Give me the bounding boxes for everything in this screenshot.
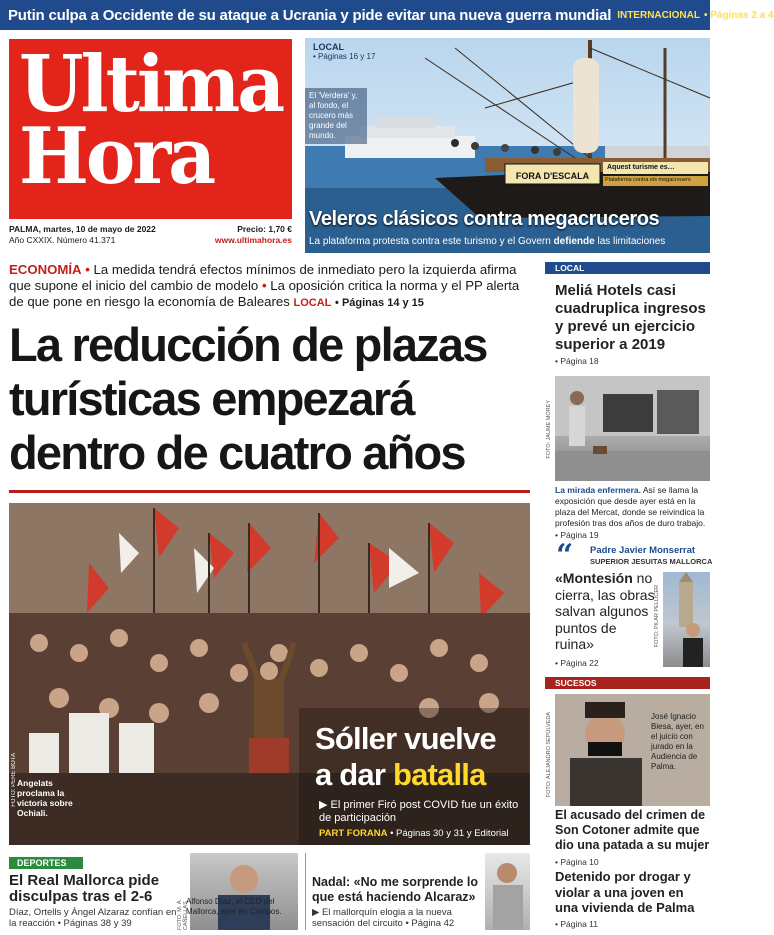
banner-headline: Putin culpa a Occidente de su ataque a Ucrania y pide evitar una nueva guerra mundial (8, 6, 612, 24)
mirada-pages: • Página 19 (555, 530, 599, 540)
nadal-headline[interactable]: Nadal: «No me sorprende lo que está haciendo Alcaraz» (312, 875, 479, 904)
boat-sign-secondary: Aquest turisme es… (607, 164, 675, 171)
newspaper-logo (9, 39, 292, 219)
biesa-photo-credit: FOTO: ALEJANDRO SEPÚLVEDA (546, 712, 552, 798)
mirada-text: Así se llama la exposición que desde ayer está en la plaza del Mercat, donde se reivindica la profesión tras dos años de duro trabajo. (555, 485, 706, 528)
soller-pages: • Páginas 30 y 31 y Editorial (390, 828, 509, 839)
nadal-subtitle (312, 907, 482, 929)
issue-price: Precio: 1,70 € (237, 224, 292, 234)
sail-pages: • Páginas 16 y 17 (313, 52, 376, 61)
exhibition-illustration (555, 376, 710, 481)
issue-date: PALMA, martes, 10 de mayo de 2022 (9, 224, 156, 234)
main-headline[interactable]: La reducción de plazas turísticas empezará dentro de cuatro años (9, 318, 487, 479)
monserrat-photo-credit: FOTO: PILAR PELLICER (654, 585, 660, 648)
bullet-dot-icon: • (261, 278, 267, 293)
banner-pages: • Páginas 2 a 4 (703, 9, 774, 21)
website-link[interactable]: www.ultimahora.es (214, 235, 292, 245)
sail-photo-caption: El 'Verdera' y, al fondo, el crucero más grande del mundo. (305, 88, 367, 144)
soller-photo-caption: Angelats proclama la victoria sobre Ochiali. (17, 778, 73, 818)
headline-divider (9, 490, 530, 493)
soller-description (319, 799, 524, 825)
economy-text-1: La medida tendrá efectos mínimos de inmediato pero la izquierda afirma que supone el inicio del cambio de modelo (9, 262, 517, 293)
exhibition-photo (555, 376, 710, 481)
banner-section: INTERNACIONAL (617, 9, 700, 21)
sports-photo-caption: Alfonso Díaz, el CEO del Mallorca, ayer en Campos. (186, 897, 282, 916)
quote-mark-icon: “ (556, 538, 574, 573)
sucesos-pages: • Página 10 (555, 857, 599, 867)
quote-body: no cierra, las obras salvan algunos puntos de ruina» (555, 570, 655, 652)
column-divider (305, 853, 306, 930)
economy-text-2: La oposición critica la norma y el PP alerta de que pone en riesgo la economía de Baleares (9, 278, 520, 309)
quote-text[interactable] (555, 570, 655, 653)
play-triangle-icon: ▶ (312, 907, 322, 918)
mirada-bold: La mirada enfermera. (555, 485, 641, 495)
melia-headline[interactable]: Meliá Hotels casi cuadruplica ingresos y prevé un ejercicio superior a 2019 (555, 282, 706, 353)
sail-tag: LOCAL (313, 42, 344, 52)
detenido-pages: • Página 11 (555, 919, 598, 929)
soller-title-line2: a dar (315, 757, 386, 792)
soller-description-text: El primer Firó post COVID fue un éxito de participación (319, 799, 519, 824)
soller-section (319, 828, 509, 839)
nadal-photo (485, 853, 530, 930)
sail-sub-text1: La plataforma protesta contra este turismo y el Govern (309, 236, 551, 247)
detenido-headline[interactable]: Detenido por drogar y violar a una joven en una vivienda de Palma (555, 869, 695, 915)
sucesos-headline[interactable]: El acusado del crimen de Son Cotoner admite que dio una patada a su mujer (555, 808, 710, 852)
boat-sign-tertiary: Plataforma contra els megacreuers (605, 177, 691, 183)
soller-photo-credit: FOTO: PERE BOTA (11, 753, 17, 807)
soller-title-highlight: batalla (392, 757, 486, 792)
sports-headline[interactable]: El Real Mallorca pide disculpas tras el 2-6 (9, 872, 160, 905)
issue-info (9, 224, 292, 246)
sail-sub-bold: defiende (553, 236, 595, 247)
economy-kicker: ECONOMÍA (9, 262, 82, 277)
quote-author: Padre Javier Monserrat (590, 545, 696, 556)
soller-section-name: PART FORANA (319, 828, 388, 839)
nadal-subtitle-text: El mallorquín elogia a la nueva sensación del circuito • Página 42 (312, 907, 455, 929)
sail-subheadline (309, 236, 665, 247)
soller-story[interactable] (9, 503, 530, 845)
crowd-illustration (9, 503, 530, 845)
sailboat-story[interactable] (297, 38, 710, 253)
biesa-caption: José Ignacio Biesa, ayer, en el juicio con jurado en la Audiencia de Palma. (651, 712, 704, 771)
church-tower-illustration (663, 572, 710, 667)
economy-pages: • Páginas 14 y 15 (335, 297, 424, 309)
sail-photo-credit: FOTO: JAVI GARCÍA/UH (297, 158, 303, 220)
quote-bold: «Montesión (555, 570, 633, 586)
play-triangle-icon: ▶ (319, 799, 331, 811)
sail-sub-text2: las limitaciones (597, 236, 666, 247)
sports-subtitle: Díaz, Ortells y Ángel Alzaraz confían en la reacción • Páginas 38 y 39 (9, 907, 177, 929)
sail-headline[interactable]: Veleros clásicos contra megacruceros (309, 208, 660, 230)
local-band: LOCAL (545, 262, 710, 274)
right-column (545, 262, 710, 274)
soller-title-line1: Sóller vuelve (315, 721, 496, 756)
sports-tag: DEPORTES (9, 857, 83, 869)
sucesos-band-wrap (545, 677, 710, 689)
economy-summary (9, 262, 534, 311)
logo-line-2: Hora (19, 111, 214, 202)
monserrat-photo (663, 572, 710, 667)
boat-sign-main: FORA D'ESCALA (515, 171, 590, 181)
melia-pages: • Página 18 (555, 356, 599, 366)
sports-photo-credit: FOTO: M. À. CAÑELLAS (177, 898, 189, 930)
sports-photo (190, 853, 298, 930)
ceo-portrait (190, 853, 298, 930)
mirada-caption (555, 485, 710, 529)
quote-role: SUPERIOR JESUITAS MALLORCA (590, 557, 713, 566)
logo-line-1: Ultima (19, 39, 283, 130)
nadal-portrait (485, 853, 530, 930)
issue-number: Año CXXIX. Número 41.371 (9, 235, 116, 245)
bullet-dot-icon: • (85, 262, 90, 277)
exhibition-photo-credit: FOTO: JAUME MOREY (546, 400, 552, 459)
top-news-banner[interactable] (0, 0, 774, 30)
quote-pages: • Página 22 (555, 658, 599, 668)
economy-section: LOCAL (293, 297, 332, 309)
soller-headline[interactable] (315, 721, 496, 793)
sucesos-band: SUCESOS (545, 677, 710, 689)
